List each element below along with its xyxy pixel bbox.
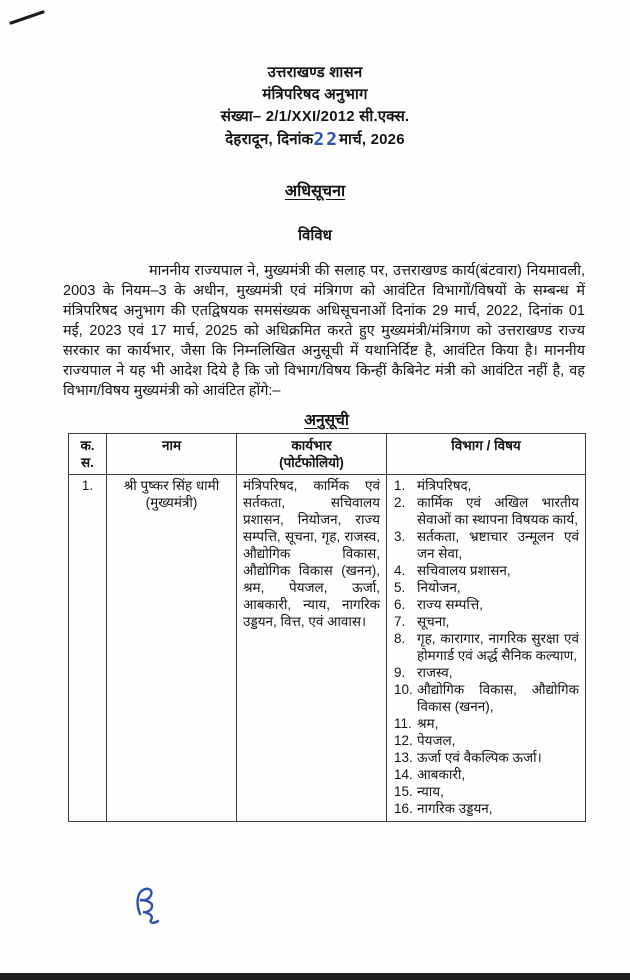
date-prefix: देहरादून, दिनांक bbox=[225, 131, 314, 148]
department-item: कार्मिक एवं अखिल भारतीय सेवाओं का स्थापना विषयक कार्य, bbox=[417, 495, 579, 527]
handwritten-day: 22 bbox=[313, 129, 340, 150]
departments-cell bbox=[387, 475, 586, 822]
letterhead bbox=[0, 62, 630, 151]
department-item: सचिवालय प्रशासन, bbox=[417, 563, 511, 578]
notification-heading: अधिसूचना bbox=[284, 183, 346, 200]
section-name: मंत्रिपरिषद अनुभाग bbox=[262, 86, 368, 103]
handwritten-paraph bbox=[128, 884, 178, 936]
department-item: राजस्व, bbox=[417, 665, 453, 680]
department-item: आबकारी, bbox=[417, 767, 466, 782]
government-name: उत्तराखण्ड शासन bbox=[267, 64, 363, 81]
reference-number: संख्या– 2/1/XXI/2012 सी.एक्स. bbox=[220, 108, 410, 125]
department-item: राज्य सम्पत्ति, bbox=[417, 597, 483, 612]
date-suffix: मार्च, 2026 bbox=[339, 131, 405, 148]
name-cell bbox=[107, 475, 237, 822]
header-departments: विभाग / विषय bbox=[387, 434, 586, 475]
department-item: सर्तकता, भ्रष्टाचार उन्मूलन एवं जन सेवा, bbox=[417, 529, 579, 561]
department-item: मंत्रिपरिषद, bbox=[417, 478, 472, 493]
department-item: सूचना, bbox=[417, 614, 450, 629]
header-portfolio-line1: कार्यभार bbox=[291, 438, 332, 453]
header-serial bbox=[69, 434, 107, 475]
department-item: ऊर्जा एवं वैकल्पिक ऊर्जा। bbox=[417, 750, 542, 765]
minister-name: श्री पुष्कर सिंह धामी bbox=[123, 478, 220, 493]
place-and-date bbox=[0, 128, 630, 151]
header-serial-line1: क. bbox=[80, 438, 95, 453]
table-row bbox=[69, 475, 586, 822]
header-portfolio-line2: (पोर्टफोलियो) bbox=[279, 455, 344, 470]
department-item: नागरिक उड्डयन, bbox=[417, 801, 493, 816]
header-name: नाम bbox=[107, 434, 237, 475]
table-header-row bbox=[69, 434, 586, 475]
pen-stroke-mark bbox=[6, 6, 50, 32]
minister-designation: (मुख्यमंत्री) bbox=[145, 495, 198, 510]
department-item: औद्योगिक विकास, औद्योगिक विकास (खनन), bbox=[417, 682, 579, 714]
department-item: श्रम, bbox=[417, 716, 439, 731]
department-item: नियोजन, bbox=[417, 580, 461, 595]
department-item: न्याय, bbox=[417, 784, 444, 799]
department-item: गृह, कारागार, नागरिक सुरक्षा एवं होमगार्ड एवं अर्द्ध सैनिक कल्याण, bbox=[417, 631, 579, 663]
header-portfolio bbox=[237, 434, 387, 475]
schedule-table bbox=[68, 433, 586, 822]
departments-list bbox=[393, 477, 579, 817]
misc-heading: विविध bbox=[298, 227, 332, 244]
scan-edge bbox=[0, 973, 630, 980]
portfolio-cell: मंत्रिपरिषद, कार्मिक एवं सर्तकता, सचिवालय प्रशासन, नियोजन, राज्य सम्पत्ति, सूचना, गृह, राजस्व, औद्योगिक विकास, औद्योगिक विकास (खनन), श्रम, पेयजल, ऊर्जा, आबकारी, न्याय, नागरिक उड्डयन, वित्त, एवं आवास। bbox=[237, 475, 387, 822]
schedule-heading: अनुसूची bbox=[304, 412, 349, 429]
serial-cell: 1. bbox=[69, 475, 107, 822]
department-item: पेयजल, bbox=[417, 733, 456, 748]
header-serial-line2: स. bbox=[81, 455, 94, 470]
order-paragraph: माननीय राज्यपाल ने, मुख्यमंत्री की सलाह पर, उत्तराखण्ड कार्य(बंटवारा) नियमावली, 2003 के नियम–3 के अधीन, मुख्यमंत्री एवं मंत्रिगण को आवंटित विभागों/विषयों के सम्बन्ध में मंत्रिपरिषद अनुभाग की एतद्विषयक समसंख्यक अधिसूचनाओं दिनांक 29 मार्च, 2022, दिनांक 01 मई, 2023 एवं 17 मार्च, 2025 को अधिक्रमित करते हुए मुख्यमंत्री/मंत्रिगण को उत्तराखण्ड राज्य सरकार का कार्यभार, जैसा कि निम्नलिखित अनुसूची में यथानिर्दिष्ट है, आवंटित किया है। माननीय राज्यपाल ने यह भी आदेश दिये है कि जो विभाग/विषय किन्हीं कैबिनेट मंत्री को आवंटित नहीं है, वह विभाग/विषय मुख्यमंत्री को आवंटित होंगे:– bbox=[63, 263, 585, 399]
